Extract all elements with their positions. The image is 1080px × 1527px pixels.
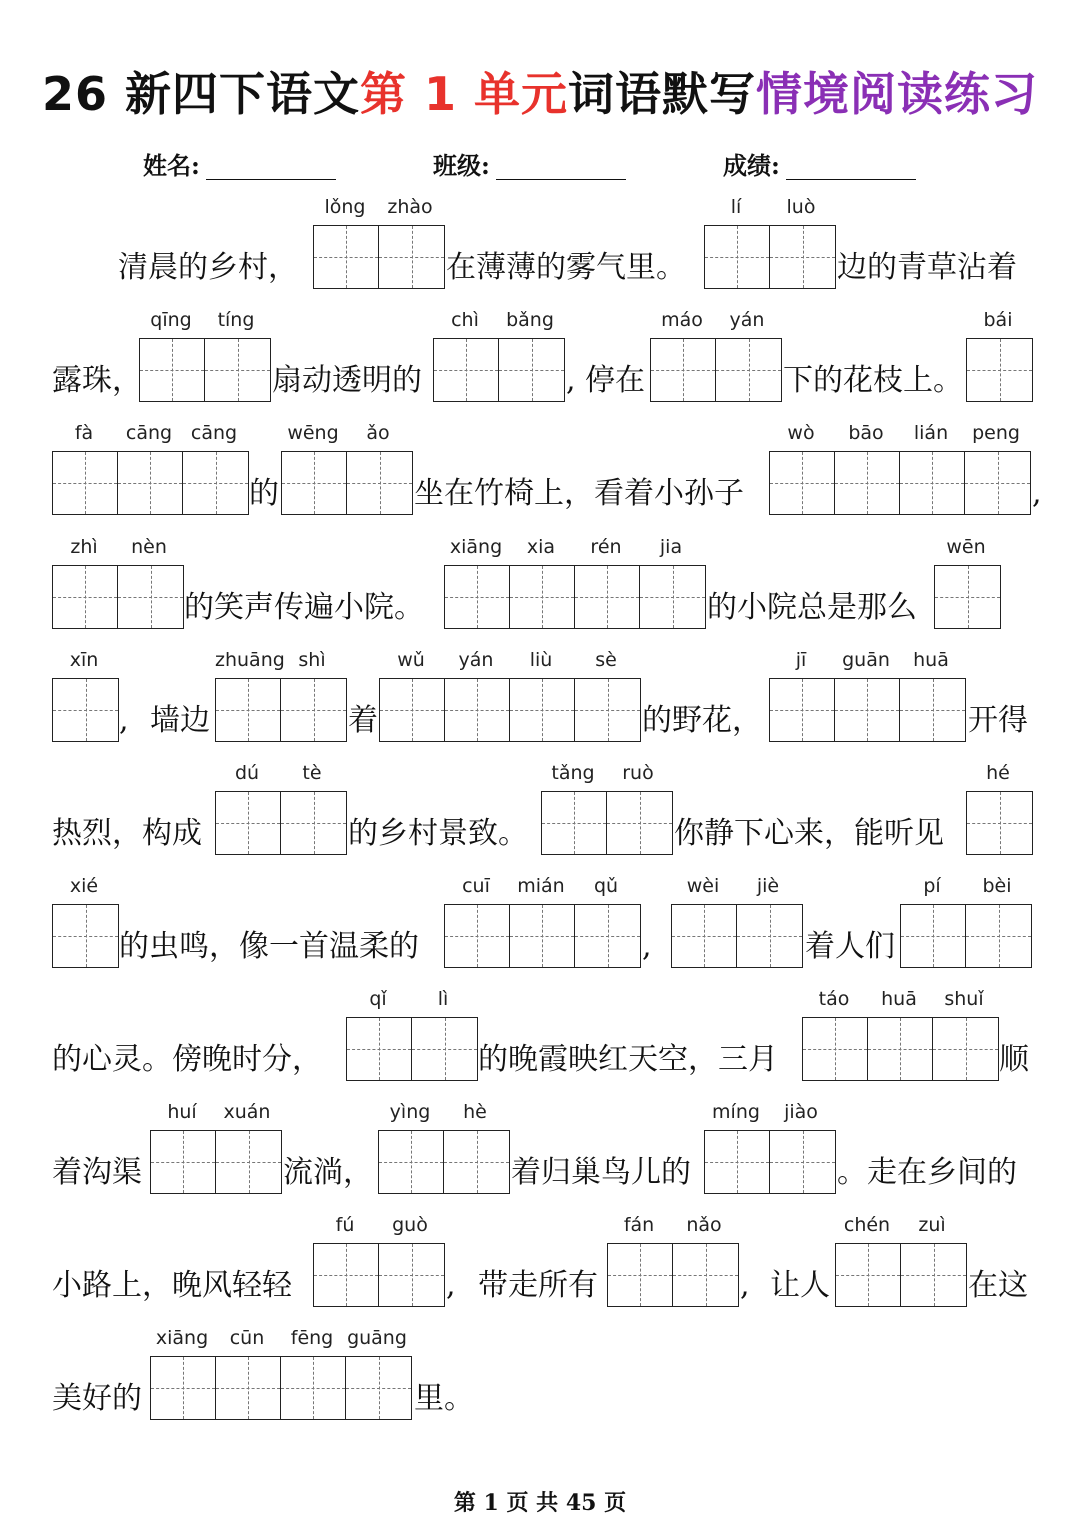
pinyin: mián <box>517 875 565 897</box>
answer-box[interactable] <box>650 338 782 402</box>
passage-text: , <box>1032 476 1042 511</box>
passage-text: 的 <box>249 476 279 511</box>
answer-box[interactable] <box>281 451 413 515</box>
passage-text: 的小院总是那么 <box>707 590 917 625</box>
passage-text: 带走所有 <box>478 1268 598 1303</box>
passage-text: 在薄薄的雾气里。 <box>446 250 686 285</box>
answer-box[interactable] <box>215 791 347 855</box>
pinyin: peng <box>972 422 1020 444</box>
pinyin: bái <box>983 309 1013 331</box>
passage-text: 着沟渠 <box>52 1155 142 1190</box>
pinyin: liù <box>529 649 553 671</box>
answer-box[interactable] <box>966 791 1033 855</box>
passage-text: 的野花， <box>642 703 762 738</box>
passage-text: 热烈，构成 <box>52 816 202 851</box>
passage-text: 小路上，晚风轻轻 <box>52 1268 292 1303</box>
pinyin: xīn <box>69 649 99 671</box>
pinyin: bèi <box>982 875 1012 897</box>
passage-text: 里。 <box>414 1381 474 1416</box>
pinyin: tíng <box>217 309 255 331</box>
pinyin: wēng <box>287 422 339 444</box>
pinyin: wò <box>787 422 815 444</box>
passage-text: , <box>740 1268 750 1303</box>
pinyin: xiāng <box>155 1327 209 1349</box>
passage-text: 的乡村景致。 <box>348 816 528 851</box>
passage-text: 。走在乡间的 <box>837 1155 1017 1190</box>
passage-text: 美好的 <box>52 1381 142 1416</box>
passage-text: 的虫鸣，像一首温柔的 <box>119 929 419 964</box>
answer-box[interactable] <box>966 338 1033 402</box>
pinyin: zhào <box>387 196 433 218</box>
answer-box[interactable] <box>379 678 641 742</box>
passage-text: 清晨的乡村， <box>118 250 298 285</box>
answer-box[interactable] <box>607 1243 739 1307</box>
passage-text: 流淌， <box>283 1155 373 1190</box>
answer-box[interactable] <box>704 225 836 289</box>
pinyin: qǔ <box>593 875 619 897</box>
pinyin: huí <box>167 1101 197 1123</box>
answer-box[interactable] <box>900 904 1032 968</box>
pinyin: jiào <box>784 1101 818 1123</box>
pinyin: jiè <box>756 875 780 897</box>
pinyin: jia <box>659 536 683 558</box>
passage-text: 扇动透明的 <box>272 363 422 398</box>
pinyin: cāng <box>190 422 238 444</box>
pinyin: sè <box>595 649 617 671</box>
pinyin: fēng <box>290 1327 334 1349</box>
pinyin: cāng <box>125 422 173 444</box>
passage-text: 坐在竹椅上，看着小孙子 <box>414 476 744 511</box>
answer-box[interactable] <box>433 338 565 402</box>
pinyin: nèn <box>131 536 167 558</box>
pinyin: yìng <box>389 1101 431 1123</box>
pinyin: ǎo <box>366 422 390 444</box>
answer-box[interactable] <box>215 678 347 742</box>
pinyin: zuì <box>918 1214 946 1236</box>
answer-box[interactable] <box>150 1356 412 1420</box>
answer-box[interactable] <box>378 1130 510 1194</box>
pinyin: zhì <box>70 536 98 558</box>
passage-text: 边的青草沾着 <box>837 250 1017 285</box>
pinyin: qǐ <box>369 988 387 1010</box>
passage-text: 墙边 <box>150 703 210 738</box>
answer-box[interactable] <box>444 565 706 629</box>
pinyin: shuǐ <box>944 988 984 1010</box>
pinyin: hé <box>986 762 1010 784</box>
passage-text: 开得 <box>968 703 1028 738</box>
pinyin: guò <box>392 1214 428 1236</box>
pinyin: cūn <box>229 1327 265 1349</box>
page-footer: 第 1 页 共 45 页 <box>453 1490 627 1516</box>
answer-box[interactable] <box>704 1130 836 1194</box>
pinyin: chì <box>451 309 479 331</box>
answer-box[interactable] <box>52 904 119 968</box>
passage-text: , <box>119 703 129 738</box>
pinyin: lǒng <box>324 196 366 218</box>
pinyin: xia <box>526 536 556 558</box>
answer-box[interactable] <box>934 565 1001 629</box>
pinyin: huā <box>913 649 949 671</box>
answer-box[interactable] <box>52 451 249 515</box>
pinyin: tè <box>302 762 322 784</box>
passage-text: 的笑声传遍小院。 <box>184 590 424 625</box>
passage-text: , <box>566 363 576 398</box>
pinyin: tǎng <box>551 762 595 784</box>
passage-text: 你静下心来，能听见 <box>674 816 944 851</box>
pinyin: hè <box>463 1101 487 1123</box>
answer-box[interactable] <box>802 1017 999 1081</box>
pinyin: luò <box>786 196 816 218</box>
pinyin: xié <box>69 875 99 897</box>
passage-text: , <box>642 929 652 964</box>
pinyin: xiāng <box>449 536 503 558</box>
answer-box[interactable] <box>671 904 803 968</box>
pinyin: lì <box>437 988 449 1010</box>
pinyin: dú <box>234 762 260 784</box>
pinyin: rén <box>590 536 622 558</box>
pinyin: jī <box>795 649 807 671</box>
pinyin: pí <box>923 875 941 897</box>
pinyin: máo <box>661 309 703 331</box>
pinyin: shì <box>298 649 326 671</box>
pinyin: lí <box>730 196 742 218</box>
pinyin: yán <box>729 309 765 331</box>
passage-text: 的心灵。傍晚时分， <box>52 1042 322 1077</box>
pinyin: ruò <box>622 762 654 784</box>
answer-box[interactable] <box>835 1243 967 1307</box>
pinyin: bǎng <box>506 309 554 331</box>
pinyin: nǎo <box>686 1214 722 1236</box>
answer-box[interactable] <box>769 678 966 742</box>
pinyin: fán <box>623 1214 655 1236</box>
score-field[interactable]: 成绩: <box>723 146 916 181</box>
passage-text: 停在 <box>585 363 645 398</box>
pinyin: bāo <box>848 422 884 444</box>
passage-text: 在这 <box>968 1268 1028 1303</box>
pinyin: fà <box>74 422 94 444</box>
passage-text: 顺 <box>999 1042 1029 1077</box>
pinyin: wǔ <box>397 649 425 671</box>
pinyin: zhuāng <box>215 649 285 671</box>
pinyin: fú <box>335 1214 355 1236</box>
pinyin: guāng <box>347 1327 407 1349</box>
passage-text: 露珠， <box>52 363 142 398</box>
answer-box[interactable] <box>444 904 641 968</box>
answer-box[interactable] <box>52 678 119 742</box>
answer-box[interactable] <box>346 1017 478 1081</box>
pinyin: huā <box>881 988 917 1010</box>
pinyin: xuán <box>223 1101 271 1123</box>
passage-text: , <box>446 1268 456 1303</box>
pinyin: wèi <box>686 875 720 897</box>
passage-text: 让人 <box>770 1268 830 1303</box>
pinyin: guān <box>842 649 890 671</box>
pinyin: qīng <box>150 309 192 331</box>
pinyin: lián <box>913 422 949 444</box>
pinyin: yán <box>458 649 494 671</box>
answer-box[interactable] <box>313 1243 445 1307</box>
answer-box[interactable] <box>313 225 445 289</box>
class-field[interactable]: 班级: <box>433 146 626 181</box>
answer-box[interactable] <box>52 565 184 629</box>
pinyin: cuī <box>462 875 490 897</box>
page-title: 26 新四下语文第 1 单元词语默写情境阅读练习 <box>41 67 1039 121</box>
passage-text: 着人们 <box>805 929 895 964</box>
passage-text: 下的花枝上。 <box>783 363 963 398</box>
pinyin: wēn <box>946 536 986 558</box>
answer-box[interactable] <box>139 338 271 402</box>
passage-text: 的晚霞映红天空，三月 <box>478 1042 778 1077</box>
answer-box[interactable] <box>769 451 1031 515</box>
pinyin: táo <box>818 988 850 1010</box>
answer-box[interactable] <box>541 791 673 855</box>
answer-box[interactable] <box>150 1130 282 1194</box>
pinyin: míng <box>712 1101 760 1123</box>
pinyin: chén <box>843 1214 891 1236</box>
name-field[interactable]: 姓名: <box>143 146 336 181</box>
passage-text: 着 <box>348 703 378 738</box>
passage-text: 着归巢鸟儿的 <box>511 1155 691 1190</box>
